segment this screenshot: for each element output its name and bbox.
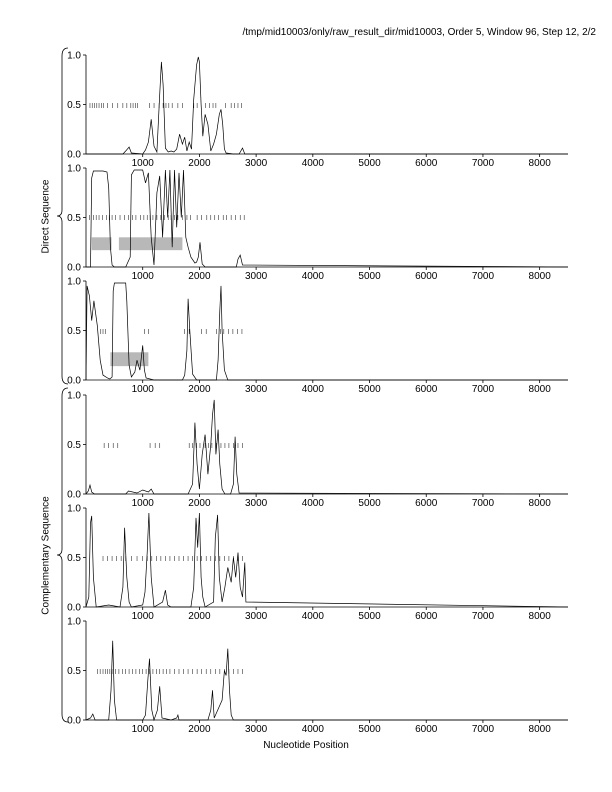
data-series-line [86,400,568,494]
x-tick-label: 4000 [301,724,324,735]
x-tick-label: 8000 [528,724,551,735]
x-tick-label: 5000 [358,384,381,395]
x-tick-label: 8000 [528,384,551,395]
x-tick-label: 2000 [188,498,211,509]
highlight-region [119,237,183,250]
x-tick-label: 1000 [131,611,154,622]
y-tick-label: 0.5 [67,326,81,337]
x-tick-label: 4000 [301,271,324,282]
x-tick-label: 2000 [188,384,211,395]
y-tick-label: 1.0 [67,390,81,402]
complementary-sequence-label: Complementary Sequence [40,495,52,615]
y-tick-label: 0.0 [67,715,81,727]
plot-panel-3 [67,277,568,396]
y-tick-label: 1.0 [67,503,81,515]
plot-panel-5 [67,504,568,623]
y-tick-label: 1.0 [67,50,81,62]
x-tick-label: 7000 [471,611,495,622]
y-tick-label: 0.5 [67,213,81,224]
y-tick-label: 0.5 [67,553,81,564]
x-tick-label: 1000 [131,158,154,169]
y-tick-label: 0.5 [67,100,81,111]
x-tick-label: 5000 [358,724,381,735]
x-tick-label: 3000 [244,498,268,509]
x-tick-label: 5000 [358,611,381,622]
x-tick-label: 3000 [244,611,268,622]
x-tick-label: 4000 [301,158,324,169]
x-tick-label: 3000 [244,271,268,282]
x-tick-label: 2000 [188,611,211,622]
x-tick-label: 4000 [301,611,324,622]
x-tick-label: 7000 [471,158,495,169]
data-series-line [86,283,568,380]
x-tick-label: 4000 [301,498,324,509]
x-tick-label: 8000 [528,271,551,282]
x-tick-label: 6000 [415,271,438,282]
data-series-line [86,641,568,720]
x-tick-label: 8000 [528,498,551,509]
x-tick-label: 2000 [188,724,211,735]
plot-panel-4 [67,391,568,510]
x-tick-label: 1000 [131,384,154,395]
x-tick-label: 1000 [131,498,154,509]
x-tick-label: 8000 [528,611,551,622]
y-tick-label: 0.0 [67,149,81,161]
x-axis-title: Nucleotide Position [263,740,349,751]
plot-panel-1 [67,51,568,170]
y-tick-label: 0.5 [67,666,81,677]
x-tick-label: 2000 [188,271,211,282]
x-tick-label: 6000 [415,384,438,395]
x-tick-label: 6000 [415,158,438,169]
x-tick-label: 3000 [244,724,268,735]
x-tick-label: 5000 [358,271,381,282]
x-tick-label: 6000 [415,611,438,622]
direct-sequence-label: Direct Sequence [40,179,52,253]
x-tick-label: 1000 [131,271,154,282]
data-series-line [86,170,568,267]
data-series-line [86,57,568,154]
x-tick-label: 7000 [471,271,495,282]
y-tick-label: 0.0 [67,262,81,274]
plot-panel-2 [67,164,568,283]
y-tick-label: 0.0 [67,602,81,614]
x-tick-label: 2000 [188,158,211,169]
y-tick-label: 1.0 [67,276,81,288]
x-tick-label: 3000 [244,384,268,395]
data-series-line [86,513,568,607]
plot-panel-6 [67,617,568,736]
highlight-region [92,237,112,250]
y-tick-label: 0.0 [67,375,81,387]
x-tick-label: 4000 [301,384,324,395]
x-tick-label: 7000 [471,498,495,509]
x-tick-label: 8000 [528,158,551,169]
x-tick-label: 5000 [358,498,381,509]
chart-header-title: /tmp/mid10003/only/raw_result_dir/mid10003, Order 5, Window 96, Step 12, 2/2 [242,27,596,38]
x-tick-label: 6000 [415,498,438,509]
x-tick-label: 7000 [471,724,495,735]
y-tick-label: 0.0 [67,489,81,501]
x-tick-label: 7000 [471,384,495,395]
y-tick-label: 0.5 [67,440,81,451]
x-tick-label: 6000 [415,724,438,735]
x-tick-label: 3000 [244,158,268,169]
y-tick-label: 1.0 [67,616,81,628]
x-tick-label: 1000 [131,724,154,735]
y-tick-label: 1.0 [67,163,81,175]
x-tick-label: 5000 [358,158,381,169]
